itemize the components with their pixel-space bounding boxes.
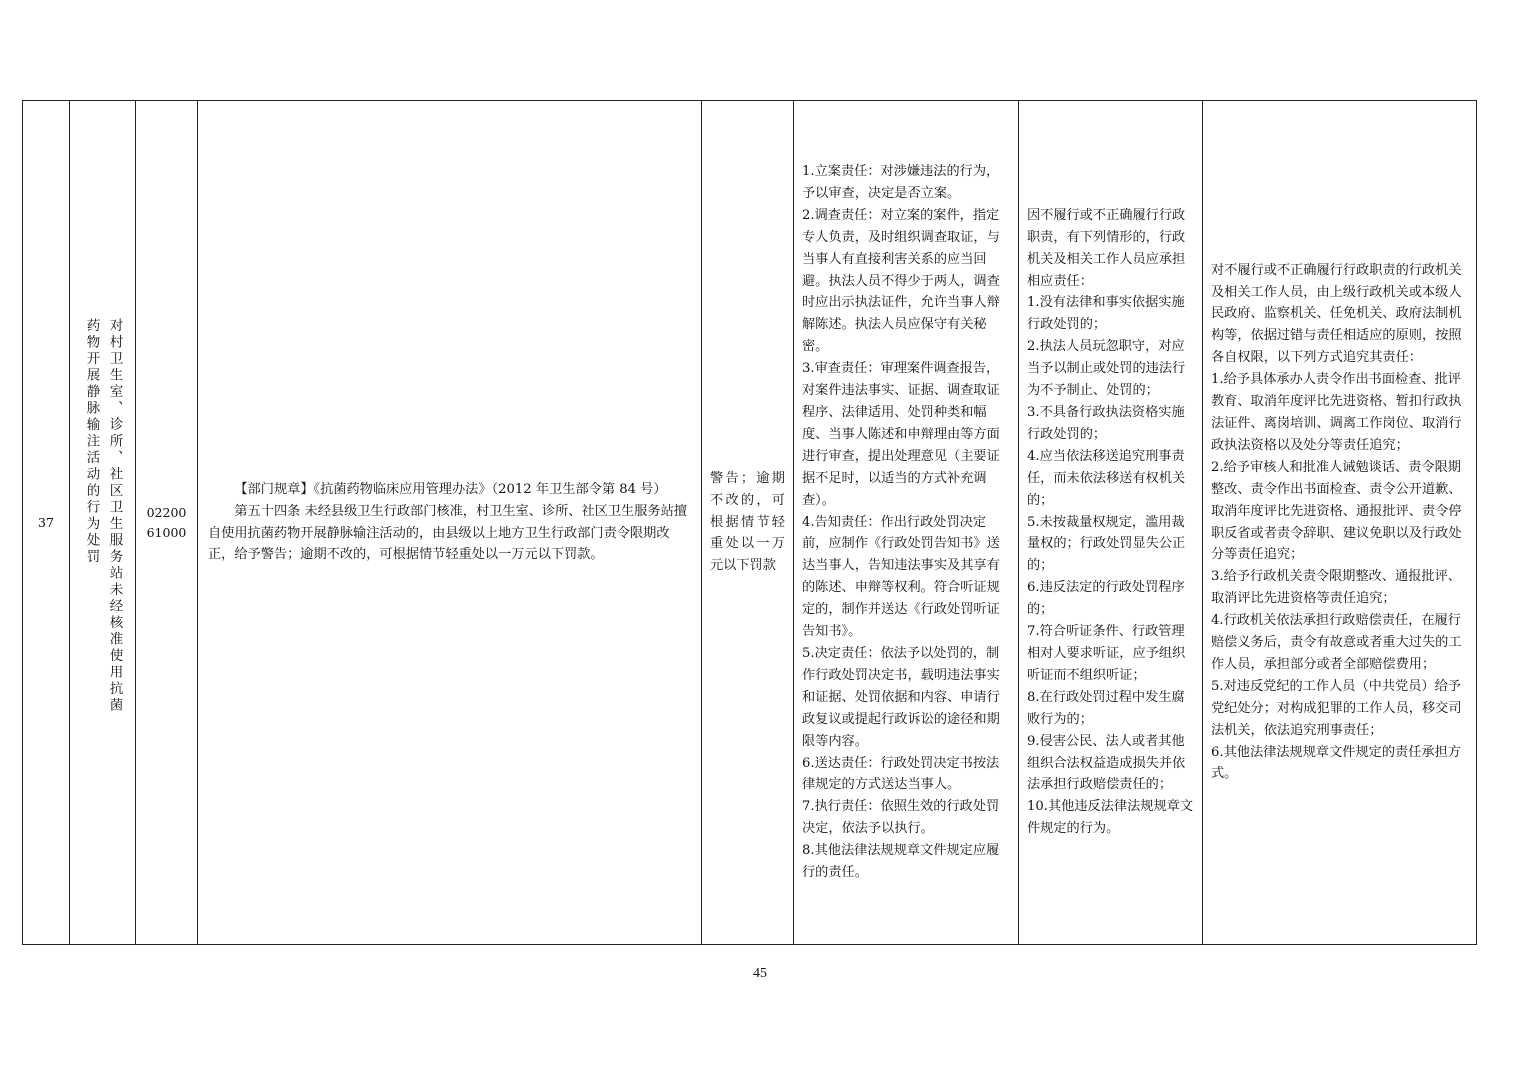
responsibility-item: 1.立案责任：对涉嫌违法的行为，予以审查，决定是否立案。: [802, 164, 1000, 201]
item-name-cell: [70, 101, 136, 945]
accountability-intro: 因不履行或不正确履行行政职责，有下列情形的，行政机关及相关工作人员应承担相应责任：: [1027, 207, 1186, 289]
legal-basis-body: 第五十四条 未经县级卫生行政部门核准，村卫生室、诊所、社区卫生服务站擅自使用抗菌药物开展静脉输注活动的，由县级以上地方卫生行政部门责令限期改正，给予警告；逾期不改的，可根据情节轻重处以一万元以下罚款。: [208, 503, 687, 563]
accountability-item: 2.执法人员玩忽职守，对应当予以制止或处罚的违法行为不予制止、处罚的；: [1027, 339, 1186, 399]
accountability-item: 8.在行政处罚过程中发生腐败行为的；: [1027, 689, 1185, 727]
method-item: 4.行政机关依法承担行政赔偿责任，在履行赔偿义务后，责令有故意或者重大过失的工作人员，承担部分或者全部赔偿费用；: [1211, 613, 1462, 672]
method-item: 3.给予行政机关责令限期整改、通报批评、取消评比先进资格等责任追究；: [1211, 569, 1461, 607]
item-code-line2: 61000: [146, 524, 187, 540]
accountability-item: 6.违反法定的行政处罚程序的；: [1027, 580, 1185, 618]
item-name: 对村卫生室、诊所、社区卫生服务站未经核准使用抗菌药物开展静脉输注活动的行为处罚: [83, 317, 123, 714]
method-item: 6.其他法律法规规章文件规定的责任承担方式。: [1211, 744, 1461, 782]
accountability-item: 3.不具备行政执法资格实施行政处罚的；: [1027, 405, 1185, 442]
responsibility-items: [794, 101, 1019, 945]
responsibility-item: 6.送达责任：行政处罚决定书按法律规定的方式送达当事人。: [802, 755, 1000, 793]
table-row: [23, 101, 1477, 945]
accountability-item: 4.应当依法移送追究刑事责任，而未依法移送有权机关的；: [1027, 448, 1186, 508]
accountability-item: 7.符合听证条件、行政管理相对人要求听证，应予组织听证而不组织听证；: [1027, 624, 1186, 683]
accountability-methods: [1203, 101, 1477, 945]
responsibility-item: 3.审查责任：审理案件调查报告，对案件违法事实、证据、调查取证程序、法律适用、处罚种类和幅度、当事人陈述和申辩理由等方面进行审查，提出处理意见（主要证据不足时，以适当的方式补充调查）。: [802, 361, 1000, 508]
legal-basis-title: 【部门规章】《抗菌药物临床应用管理办法》（2012 年卫生部令第 84 号）: [234, 481, 667, 497]
accountability-item: 9.侵害公民、法人或者其他组织合法权益造成损失并依法承担行政赔偿责任的；: [1027, 733, 1186, 793]
power-list-table: [22, 100, 1477, 945]
page-number: 45: [753, 966, 767, 981]
accountability-item: 1.没有法律和事实依据实施行政处罚的；: [1027, 295, 1185, 333]
method-item: 1.给予具体承办人责令作出书面检查、批评教育、取消年度评比先进资格、暂扣行政执法证件、离岗培训、调离工作岗位、取消行政执法资格以及处分等责任追究；: [1211, 372, 1462, 453]
responsibility-item: 5.决定责任：依法予以处罚的，制作行政处罚决定书，载明违法事实和证据、处罚依据和内容、申请行政复议或提起行政诉讼的途径和期限等内容。: [802, 645, 1000, 749]
method-intro: 对不履行或不正确履行行政职责的行政机关及相关工作人员，由上级行政机关或本级人民政府、监察机关、任免机关、政府法制机构等，依据过错与责任相适应的原则，按照各自权限，以下列方式追究其责任：: [1211, 262, 1462, 366]
method-item: 5.对违反党纪的工作人员（中共党员）给予党纪处分；对构成犯罪的工作人员，移交司法机关，依法追究刑事责任；: [1211, 678, 1462, 738]
accountability-item: 5.未按裁量权规定，滥用裁量权的；行政处罚显失公正的；: [1027, 514, 1186, 574]
item-code: [136, 101, 198, 945]
row-index: 37: [23, 101, 70, 945]
responsibility-item: 8.其他法律法规规章文件规定应履行的责任。: [802, 843, 1000, 881]
legal-basis: [198, 101, 702, 945]
accountability-item: 10.其他违反法律法规规章文件规定的行为。: [1027, 799, 1194, 837]
responsibility-item: 7.执行责任：依照生效的行政处罚决定，依法予以执行。: [802, 799, 1000, 837]
responsibility-item: 4.告知责任：作出行政处罚决定前，应制作《行政处罚告知书》送达当事人，告知违法事实及其享有的陈述、申辩等权利。符合听证规定的，制作并送达《行政处罚听证告知书》。: [802, 514, 1000, 640]
accountability-situations: [1019, 101, 1203, 945]
penalty-type: 警告；逾期不改的，可根据情节轻重处以一万元以下罚款: [702, 101, 794, 945]
method-item: 2.给予审核人和批准人诫勉谈话、责令限期整改、责令作出书面检查、责令公开道歉、取消年度评比先进资格、通报批评、责令停职反省或者责令辞职、建议免职以及行政处分等责任追究；: [1211, 459, 1462, 563]
item-code-line1: 02200: [146, 504, 187, 520]
responsibility-item: 2.调查责任：对立案的案件，指定专人负责，及时组织调查取证，与当事人有直接利害关系的应当回避。执法人员不得少于两人，调查时应出示执法证件，允许当事人辩解陈述。执法人员应保守有关秘密。: [802, 207, 1000, 355]
